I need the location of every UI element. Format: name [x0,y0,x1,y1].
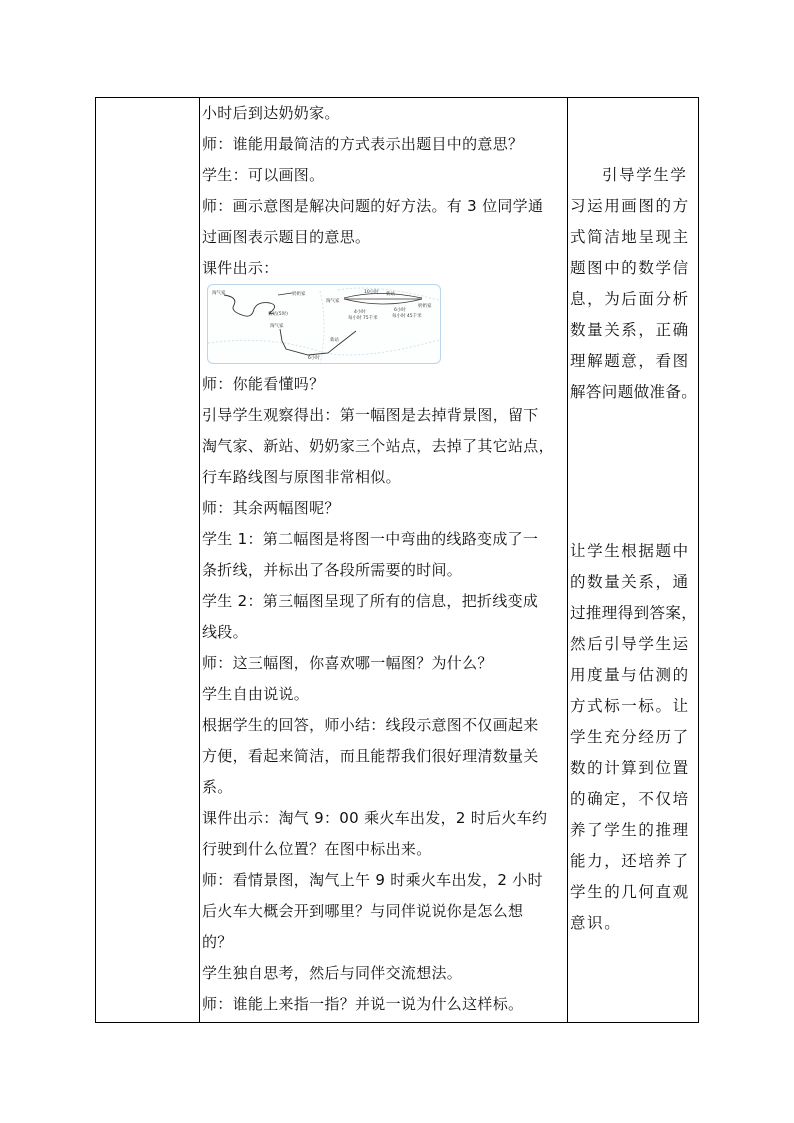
note-line: 学生的几何直观 [570,883,690,901]
route-diagrams [208,285,441,364]
note-line: 理解题意，看图 [570,352,690,370]
note-line: 意识。 [570,914,622,932]
fig3-grandma-label: 奶奶家 [418,304,432,309]
fig3-seg2-label: 6小时 [394,308,406,313]
text-line: 行驶到什么位置？在图中标出来。 [202,840,432,858]
fig1-grandma-label: 奶奶家 [292,292,306,297]
text-line: 后火车大概会开到哪里？与同伴说说你是怎么想 [202,902,524,920]
text-line: 师：谁能上来指一指？并说一说为什么这样标。 [202,995,524,1013]
note-line: 过推理得到答案， [570,604,698,622]
fig2-newstation-label: 新站 [330,338,339,343]
note-line: 题图中的数学信 [570,259,690,277]
lesson-table [95,97,699,1023]
text-line: 学生 2：第三幅图呈现了所有的信息，把折线变成 [202,592,539,610]
note-line: 数量关系，正确 [570,321,690,339]
note-line: 能力，还培养了 [570,852,690,870]
text-line: 根据学生的回答，师小结：线段示意图不仅画起来 [202,716,539,734]
text-line: 师：看情景图，淘气上午 9 时乘火车出发，2 小时 [202,871,543,889]
fig3-speed1-label: 每小时 75千米 [348,316,378,321]
note-line: 养了学生的推理 [570,821,690,839]
text-line: 学生：可以画图。 [202,166,325,184]
text-line: 师：谁能用最简洁的方式表示出题目中的意思？ [202,135,524,153]
fig3-speed2-label: 每小时 45千米 [392,314,422,319]
fig3-seg1-label: 4小时 [354,310,366,315]
note-line: 方式标一标。让 [570,697,690,715]
fig3-newstation-label: 新站 [386,292,395,297]
text-line: 线段。 [202,623,248,641]
note-line: 式简洁地呈现主 [570,228,690,246]
text-line: 引导学生观察得出：第一幅图是去掉背景图，留下 [202,406,539,424]
fig3-total-time-label: 10小时 [364,290,379,295]
note-line: 息，为后面分析 [570,290,690,308]
note-line: 的数量关系，通 [570,573,690,591]
fig2-home-label: 淘气家 [270,324,284,329]
text-line: 课件出示： [202,259,279,277]
text-line: 学生 1：第二幅图是将图一中弯曲的线路变成了一 [202,530,539,548]
note-line: 解答问题做准备。 [570,383,698,401]
note-line: 数的计算到位置 [570,759,690,777]
column-divider-right [567,98,568,1022]
note-line: 的确定，不仅培 [570,790,690,808]
text-line: 师：画示意图是解决问题的好方法。有 3 位同学通 [202,197,544,215]
text-line: 过画图表示题目的意思。 [202,228,371,246]
text-line: 淘气家、新站、奶奶家三个站点，去掉了其它站点， [202,437,554,455]
text-line: 师：其余两幅图呢？ [202,499,340,517]
text-line: 小时后到达奶奶家。 [202,104,340,122]
text-line: 条折线，并标出了各段所需要的时间。 [202,561,463,579]
text-line: 学生独自思考，然后与同伴交流想法。 [202,964,463,982]
fig2-time-label: 6小时 [308,356,320,361]
text-line: 师：你能看懂吗？ [202,375,325,393]
text-line: 学生自由说说。 [202,685,310,703]
note-line: 学生充分经历了 [570,728,690,746]
fig3-home-label: 淘气家 [326,299,340,304]
text-line: 的？ [202,933,233,951]
text-line: 师：这三幅图，你喜欢哪一幅图？为什么？ [202,654,493,672]
text-line: 方便，看起来简洁，而且能帮我们很好理清数量关 [202,747,539,765]
note-line: 让学生根据题中 [570,542,690,560]
route-curve-1 [224,295,275,316]
text-line: 课件出示：淘气 9：00 乘火车出发，2 时后火车约 [202,809,548,827]
note-line: 然后引导学生运 [570,635,690,653]
note-line: 习运用画图的方 [570,197,690,215]
note-line: 用度量与估测的 [570,666,690,684]
fig1-home-label: 淘气家 [212,291,226,296]
note-line: 引导学生学 [602,166,688,184]
text-line: 系。 [202,778,233,796]
courseware-figure [207,284,441,364]
fig1-newstation-label: 新站(5时) [268,312,288,317]
text-line: 行车路线图与原图非常相似。 [202,468,401,486]
column-divider-left [199,98,200,1022]
